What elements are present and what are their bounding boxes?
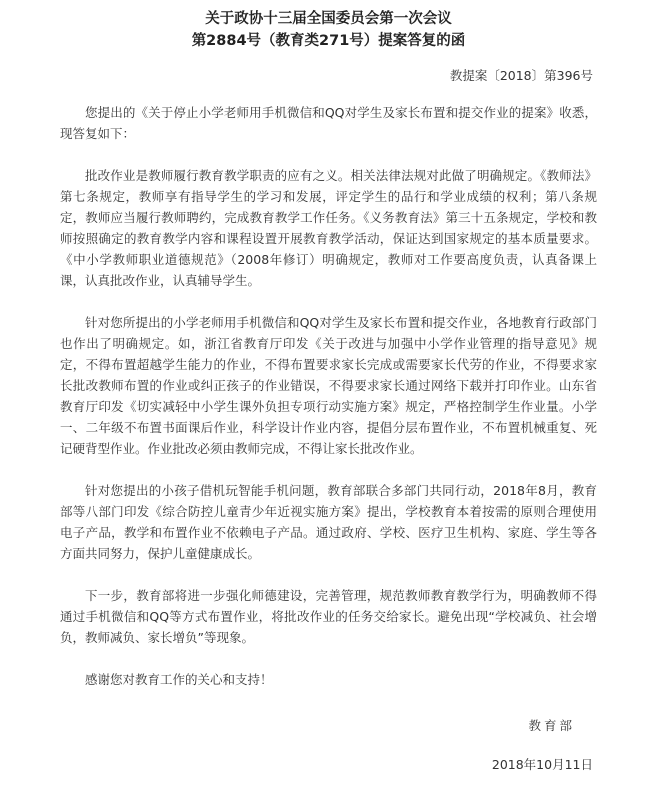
signature: 教育部 bbox=[528, 718, 575, 733]
title-line-2: 第2884号（教育类271号）提案答复的函 bbox=[191, 33, 466, 49]
body-paragraph-1: 批改作业是教师履行教育教学职责的应有之义。相关法律法规对此做了明确规定。《教师法》第七条规定，教师享有指导学生的学习和发展，评定学生的品行和学业成绩的权利；第八条规定，教师应当履行教师聘约，完成教育教学工作任务。《义务教育法》第三十五条规定，学校和教师按照确定的教育教学内容和课程设置开展教育教学活动，保证达到国家规定的基本质量要求。《中小学教师职业道德规范》（2008年修订）明确规定，教师对工作要高度负责，认真备课上课，认真批改作业，认真辅导学生。 bbox=[60, 168, 597, 288]
document-number: 教提案〔2018〕第396号 bbox=[449, 68, 593, 83]
closing-paragraph: 感谢您对教育工作的关心和支持！ bbox=[85, 672, 273, 687]
letter-title bbox=[60, 8, 597, 52]
title-line-1: 关于政协十三届全国委员会第一次会议 bbox=[205, 11, 452, 27]
salutation-paragraph: 您提出的《关于停止小学老师用手机微信和QQ对学生及家长布置和提交作业的提案》收悉，现答复如下： bbox=[60, 105, 597, 141]
body-paragraph-4: 下一步，教育部将进一步强化师德建设，完善管理，规范教师教育教学行为，明确教师不得通过手机微信和QQ等方式布置作业，将批改作业的任务交给家长。避免出现“学校减负、社会增负，教师减负、家长增负”等现象。 bbox=[60, 588, 597, 645]
body-paragraph-3: 针对您提出的小孩子借机玩智能手机问题，教育部联合多部门共同行动，2018年8月，教育部等八部门印发《综合防控儿童青少年近视实施方案》提出，学校教育本着按需的原则合理使用电子产品，教学和布置作业不依赖电子产品。通过政府、学校、医疗卫生机构、家庭、学生等各方面共同努力，保护儿童健康成长。 bbox=[60, 483, 597, 561]
body-paragraph-2: 针对您所提出的小学老师用手机微信和QQ对学生及家长布置和提交作业，各地教育行政部门也作出了明确规定。如，浙江省教育厅印发《关于改进与加强中小学作业管理的指导意见》规定，不得布置超越学生能力的作业，不得布置要求家长完成或需要家长代劳的作业，不得要求家长批改教师布置的作业或纠正孩子的作业错误，不得要求家长通过网络下载并打印作业。山东省教育厅印发《切实减轻中小学生课外负担专项行动实施方案》规定，严格控制学生作业量。小学一、二年级不布置书面课后作业，科学设计作业内容，提倡分层布置作业，不布置机械重复、死记硬背型作业。作业批改必须由教师完成，不得让家长批改作业。 bbox=[60, 315, 597, 456]
letter-date: 2018年10月11日 bbox=[491, 757, 593, 772]
